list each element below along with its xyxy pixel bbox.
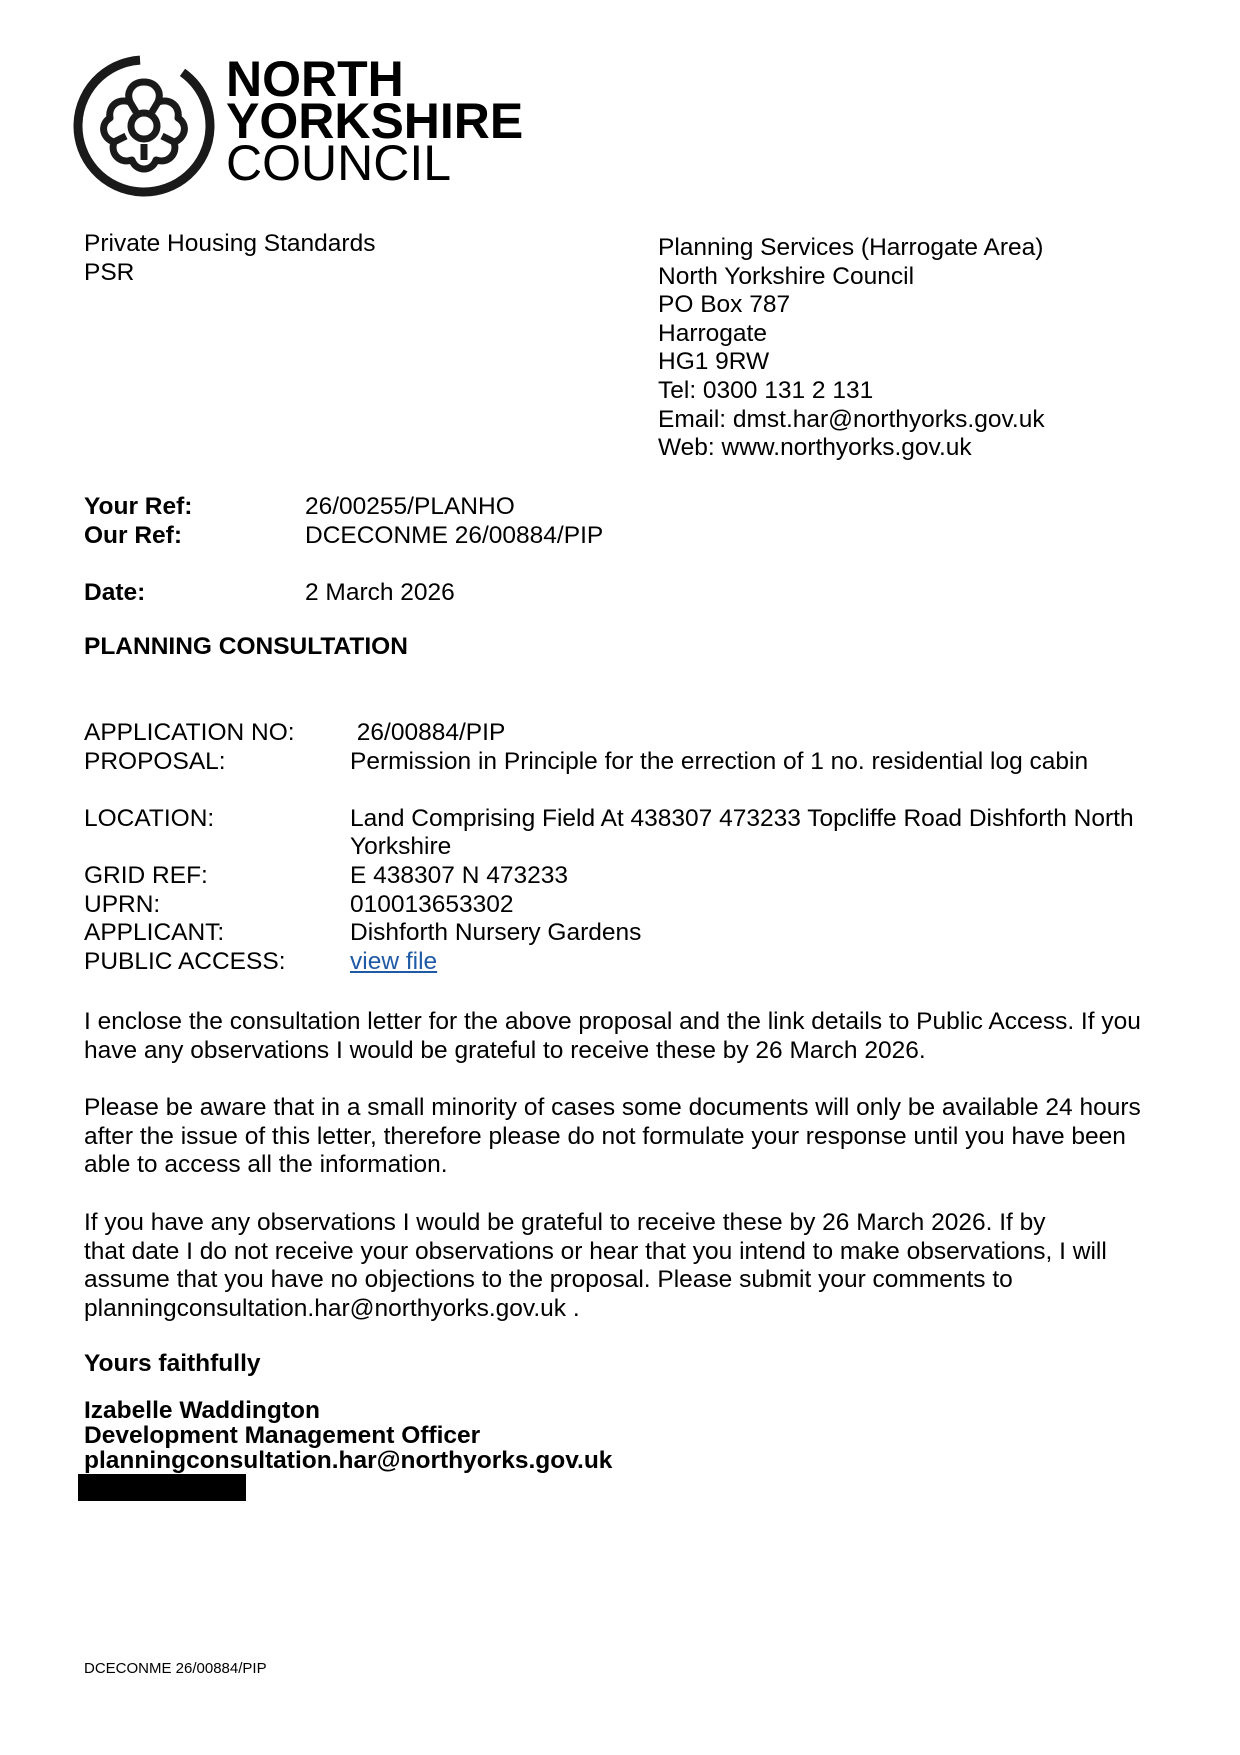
recipient-line: Private Housing Standards xyxy=(84,230,376,257)
council-wordmark xyxy=(226,51,524,191)
council-rose-logo xyxy=(70,52,218,200)
sender-line: HG1 9RW xyxy=(658,348,770,376)
date-label: Date: xyxy=(84,578,146,606)
body-paragraph-3 xyxy=(84,1209,1174,1323)
app-no-value: 26/00884/PIP xyxy=(350,719,506,746)
date-value: 2 March 2026 xyxy=(305,578,455,606)
your-ref-value: 26/00255/PLANHO xyxy=(305,493,515,520)
grid-ref-label: GRID REF: xyxy=(84,861,208,889)
grid-ref-value: E 438307 N 473233 xyxy=(350,861,568,889)
signatory-name: Izabelle Waddington xyxy=(84,1397,320,1424)
signatory-title: Development Management Officer xyxy=(84,1422,481,1449)
sender-email: Email: dmst.har@northyorks.gov.uk xyxy=(658,405,1045,433)
body-paragraph-3-rest: that date I do not receive your observations or hear that you intend to make observations, I will assume that you have no objections to the proposal. Please submit your comments to planningconsultation.har@northyorks.gov.uk . xyxy=(84,1237,1107,1322)
app-no-row xyxy=(84,719,1174,748)
recipient-line: PSR xyxy=(84,258,135,286)
signature-block xyxy=(84,1398,612,1473)
uprn-value: 010013653302 xyxy=(350,890,514,918)
your-ref-row xyxy=(84,493,603,522)
our-ref-value: DCECONME 26/00884/PIP xyxy=(305,521,604,549)
body-paragraph-1: I enclose the consultation letter for the above proposal and the link details to Public Access. If you have any observations I would be grateful to receive these by 26 March 2026. xyxy=(84,1008,1141,1064)
public-access-row xyxy=(84,948,1174,977)
signatory-email: planningconsultation.har@northyorks.gov.uk xyxy=(84,1447,613,1474)
body-paragraph-2: Please be aware that in a small minority of cases some documents will only be available 24 hours after the issue of this letter, therefore please do not formulate your response until you have been able to access all the information. xyxy=(84,1094,1141,1179)
date-row xyxy=(84,579,603,608)
our-ref-label: Our Ref: xyxy=(84,521,182,549)
references xyxy=(84,493,603,607)
uprn-label: UPRN: xyxy=(84,890,161,918)
sender-web: Web: www.northyorks.gov.uk xyxy=(658,434,972,462)
page-title: PLANNING CONSULTATION xyxy=(84,633,408,660)
location-label: LOCATION: xyxy=(84,804,215,832)
grid-ref-row xyxy=(84,862,1174,891)
signoff: Yours faithfully xyxy=(84,1350,261,1377)
sender-tel: Tel: 0300 131 2 131 xyxy=(658,376,874,404)
location-value: Land Comprising Field At 438307 473233 Topcliffe Road Dishforth North Yorkshire xyxy=(350,804,1134,861)
wordmark-north: NORTH xyxy=(226,51,404,107)
applicant-value: Dishforth Nursery Gardens xyxy=(350,919,642,947)
uprn-row xyxy=(84,891,1174,920)
applicant-row xyxy=(84,919,1174,948)
sender-line: North Yorkshire Council xyxy=(658,262,915,290)
recipient-address xyxy=(84,230,375,287)
app-no-label: APPLICATION NO: xyxy=(84,719,295,746)
sender-address xyxy=(658,234,1045,463)
public-access-label: PUBLIC ACCESS: xyxy=(84,947,286,975)
wordmark-yorkshire: YORKSHIRE xyxy=(226,93,524,149)
applicant-label: APPLICANT: xyxy=(84,919,225,947)
your-ref-label: Your Ref: xyxy=(84,493,193,520)
proposal-row xyxy=(84,748,1174,777)
footer-reference: DCECONME 26/00884/PIP xyxy=(84,1660,267,1677)
view-file-link[interactable]: view file xyxy=(350,947,438,975)
application-details xyxy=(84,719,1174,976)
proposal-value: Permission in Principle for the errection of 1 no. residential log cabin xyxy=(350,747,1089,775)
redaction-bar xyxy=(78,1474,246,1501)
location-row xyxy=(84,805,1174,862)
sender-line: Planning Services (Harrogate Area) xyxy=(658,234,1044,261)
our-ref-row xyxy=(84,522,603,551)
body-paragraph-3-line1: If you have any observations I would be grateful to receive these by 26 March 2026. If by xyxy=(84,1209,1046,1236)
wordmark-council: COUNCIL xyxy=(226,135,452,191)
sender-line: PO Box 787 xyxy=(658,291,791,319)
sender-line: Harrogate xyxy=(658,319,767,347)
proposal-label: PROPOSAL: xyxy=(84,747,226,775)
